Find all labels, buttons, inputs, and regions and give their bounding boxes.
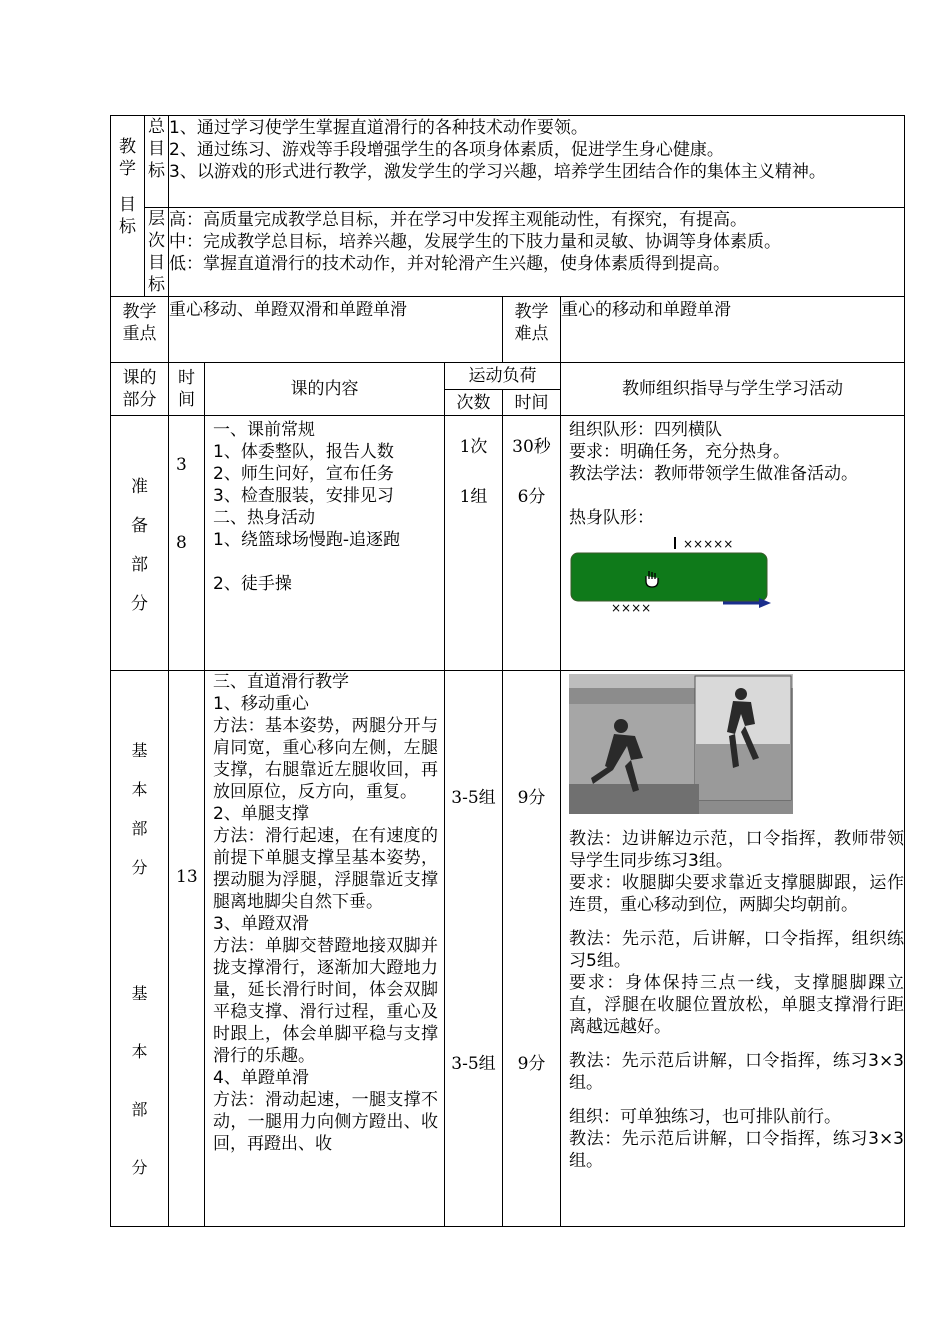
prep-activity: 组织队形：四列横队 要求：明确任务，充分热身。 教法学法：教师带领学生做准备活动。 热身队形： ××××× ×××× <box>561 416 905 671</box>
total-goals-text <box>169 116 905 208</box>
teaching-goals-label: 教 学 目 标 <box>111 116 145 297</box>
header-content: 课的内容 <box>205 363 445 416</box>
prep-row <box>111 416 905 671</box>
level-goals-row <box>111 208 905 297</box>
level-goal-low: 低：掌握直道滑行的技术动作，并对轮滑产生兴趣，使身体素质得到提高。 <box>169 254 730 274</box>
total-goal-3: 3、以游戏的形式进行教学，激发学生的学习兴趣，培养学生团结合作的集体主义精神。 <box>169 162 826 182</box>
prep-content: 一、课前常规 1、体委整队，报告人数 2、师生问好，宣布任务 3、检查服装，安排见习 二、热身活动 1、绕篮球场慢跑-追逐跑 2、徒手操 <box>205 416 445 671</box>
prep-durations: 30秒 6分 <box>503 416 561 671</box>
photo-inset-ground <box>695 744 791 800</box>
prep-counts: 1次 1组 <box>445 416 503 671</box>
basic-counts: 3-5组 3-5组 <box>445 671 503 1227</box>
basic-time: 13 <box>169 671 205 1227</box>
level-goals-label: 层 次 目 标 <box>145 208 169 297</box>
lesson-plan-page <box>110 115 904 1227</box>
basic-content: 三、直道滑行教学 1、移动重心 方法：基本姿势，两腿分开与肩同宽，重心移向左侧，左腿支撑，右腿靠近左腿收回，再放回原位，反方向，重复。 2、单腿支撑 方法：滑行起速，在有速度的前提下单腿支撑呈基本姿势，摆动腿为浮腿，浮腿靠近支撑腿离地脚尖自然下垂。 3、单蹬双滑 方法：单脚交替蹬地接双脚并拢支撑滑行，逐渐加大蹬地力量，延长滑行时间，体会双脚平稳支撑、滑行过程，重心及时跟上，体会单脚平稳与支撑滑行的乐趣。 4、单蹬单滑 方法：滑动起速，一腿支撑不动，一腿用力向侧方蹬出、收回，再蹬出、收 <box>205 671 445 1227</box>
key-points-text: 重心移动、单蹬双滑和单蹬单滑 <box>169 297 503 363</box>
header-count: 次数 <box>445 390 503 416</box>
level-goals-text <box>169 208 905 297</box>
level-goal-mid: 中：完成教学总目标，培养兴趣，发展学生的下肢力量和灵敏、协调等身体素质。 <box>169 232 781 252</box>
basketball-court-icon <box>571 553 767 601</box>
header-activity: 教师组织指导与学生学习活动 <box>561 363 905 416</box>
header-duration: 时间 <box>503 390 561 416</box>
prep-times: 3 8 <box>169 416 205 671</box>
header-row-1 <box>111 363 905 390</box>
total-goal-2: 2、通过练习、游戏等手段增强学生的各项身体素质，促进学生身心健康。 <box>169 140 724 160</box>
basic-durations: 9分 9分 <box>503 671 561 1227</box>
formation-bottom-row: ×××× <box>611 601 652 615</box>
lesson-plan-table <box>110 115 905 1227</box>
total-goal-1: 1、通过学习使学生掌握直道滑行的各种技术动作要领。 <box>169 118 588 138</box>
basic-row <box>111 671 905 1227</box>
warmup-formation-diagram <box>569 531 899 615</box>
prep-part-label: 准 备 部 分 <box>111 416 169 671</box>
focus-row <box>111 297 905 363</box>
total-goals-row <box>111 116 905 208</box>
total-goals-label: 总 目 标 <box>145 116 169 208</box>
header-load: 运动负荷 <box>445 363 561 390</box>
difficulties-text: 重心的移动和单蹬单滑 <box>561 297 905 363</box>
difficulties-label: 教学 难点 <box>503 297 561 363</box>
basic-part-label: 基 本 部 分 基 本 部 分 <box>111 671 169 1227</box>
header-time: 时 间 <box>169 363 205 416</box>
formation-top-row: ××××× <box>683 537 734 551</box>
skating-demo-photo <box>569 674 793 814</box>
key-points-label: 教学 重点 <box>111 297 169 363</box>
basic-activity: 教法：边讲解边示范，口令指挥，教师带领导学生同步练习3组。 要求：收腿脚尖要求靠近支撑腿脚跟，运作连贯，重心移动到位，两脚尖均朝前。 教法：先示范，后讲解，口令指挥，组织练习5组。 要求：身体保持三点一线，支撑腿脚踝立直，浮腿在收腿位置放松，单腿支撑滑行距离越远越好。 教法：先示范后讲解，口令指挥，练习3×3组。 组织：可单独练习，也可排队前行。 教法：先示范后讲解，口令指挥，练习3×3组。 <box>561 671 905 1227</box>
header-part: 课的 部分 <box>111 363 169 416</box>
level-goal-high: 高：高质量完成教学总目标，并在学习中发挥主观能动性，有探究，有提高。 <box>169 210 747 230</box>
